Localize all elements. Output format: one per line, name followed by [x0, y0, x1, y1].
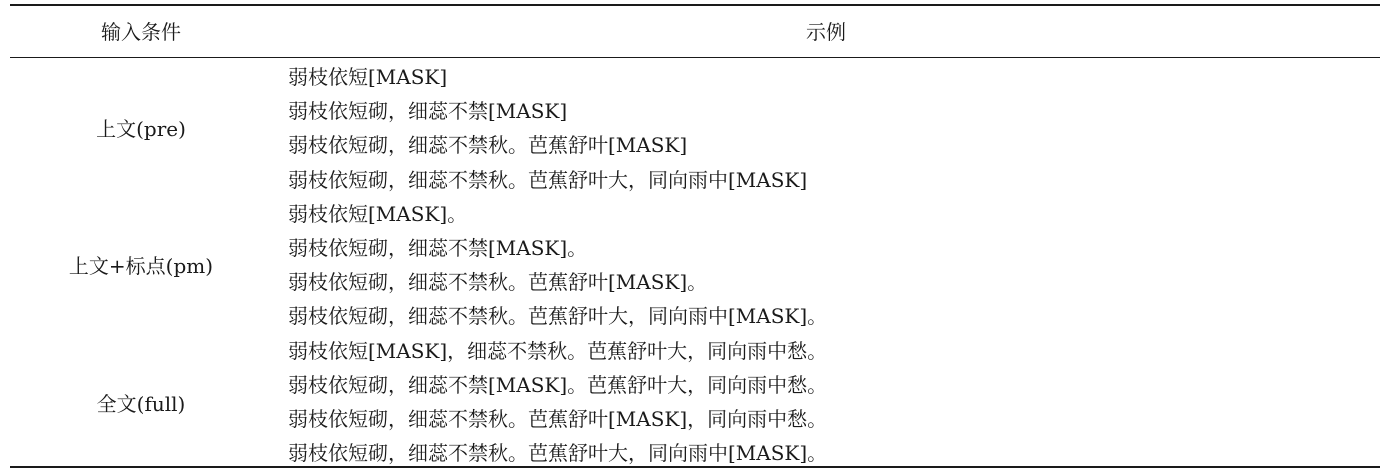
example-line: 弱枝依短[MASK]，细蕊不禁秋。芭蕉舒叶大，同向雨中愁。	[288, 338, 828, 363]
example-line: 弱枝依短[MASK]。	[288, 201, 468, 226]
example-line: 弱枝依短砌，细蕊不禁秋。芭蕉舒叶大，同向雨中[MASK]。	[288, 304, 828, 329]
group-label-pm: 上文+标点(pm)	[68, 254, 214, 278]
example-line: 弱枝依短砌，细蕊不禁秋。芭蕉舒叶[MASK]，同向雨中愁。	[288, 406, 828, 431]
example-line: 弱枝依短砌，细蕊不禁秋。芭蕉舒叶[MASK]	[288, 133, 688, 158]
example-line: 弱枝依短砌，细蕊不禁[MASK]。芭蕉舒叶大，同向雨中愁。	[288, 372, 828, 397]
header-example: 示例	[806, 20, 846, 44]
group-label-full: 全文(full)	[96, 392, 186, 416]
table-top-rule	[10, 4, 1380, 6]
example-line: 弱枝依短砌，细蕊不禁秋。芭蕉舒叶大，同向雨中[MASK]	[288, 167, 808, 192]
example-line: 弱枝依短砌，细蕊不禁秋。芭蕉舒叶大，同向雨中[MASK]。	[288, 441, 828, 466]
table-bottom-rule	[10, 466, 1380, 468]
header-input-condition: 输入条件	[101, 20, 181, 44]
example-list	[288, 60, 1368, 470]
example-line: 弱枝依短[MASK]	[288, 65, 448, 89]
example-line: 弱枝依短砌，细蕊不禁[MASK]	[288, 99, 568, 124]
group-label-pre: 上文(pre)	[96, 117, 186, 141]
table-header-rule	[10, 57, 1380, 58]
example-line: 弱枝依短砌，细蕊不禁[MASK]。	[288, 235, 588, 260]
example-line: 弱枝依短砌，细蕊不禁秋。芭蕉舒叶[MASK]。	[288, 270, 708, 295]
